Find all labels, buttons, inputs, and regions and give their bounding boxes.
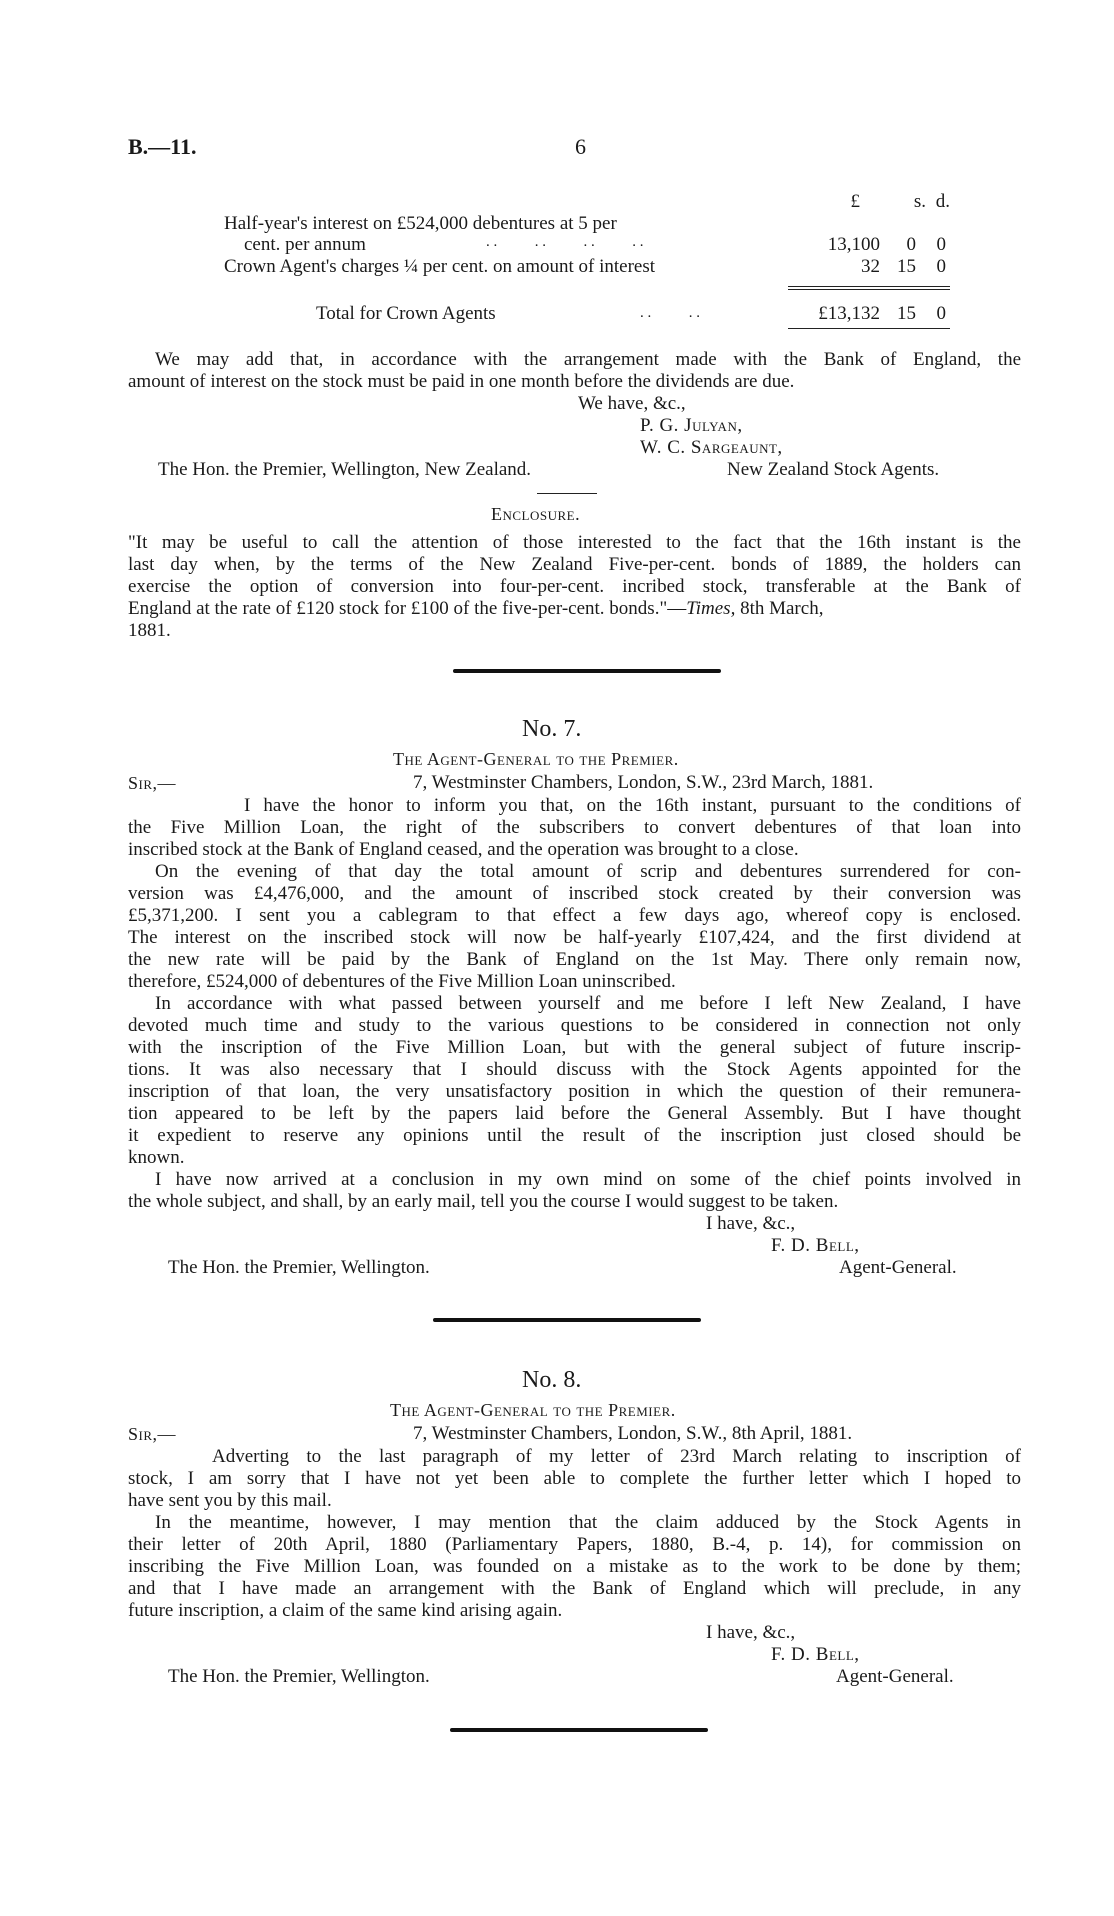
- letter6-line-2: amount of interest on the stock must be paid in one month before the dividends are due.: [128, 371, 795, 392]
- section-divider-1: [453, 669, 721, 673]
- no7-heading: No. 7.: [522, 716, 582, 742]
- enclosure-source-date: 8th March,: [735, 598, 824, 619]
- no7-closing: I have, &c.,: [706, 1213, 796, 1234]
- no7-addressee: The Hon. the Premier, Wellington.: [168, 1257, 430, 1278]
- no8-line-2: stock, I am sorry that I have not yet been able to complete the further letter which I hoped to: [128, 1468, 1021, 1489]
- total-double-rule-top: [788, 286, 950, 287]
- no7-line-10: In accordance with what passed between yourself and me before I left New Zealand, I have: [155, 993, 1021, 1014]
- enclosure-line-3: exercise the option of conversion into four-per-cent. incribed stock, transferable at the Bank of: [128, 576, 1021, 597]
- letter6-closing: We have, &c.,: [578, 393, 686, 414]
- account-row-1-label-cont: cent. per annum: [244, 234, 366, 255]
- no7-line-18: I have now arrived at a conclusion in my own mind on some of the chief points involved in: [155, 1169, 1021, 1190]
- no7-line-8: the new rate will be paid by the Bank of England on the 1st May. There only remain now,: [128, 949, 1021, 970]
- no7-line-7: The interest on the inscribed stock will now be half-yearly £107,424, and the first dividend at: [128, 927, 1021, 948]
- no8-addressee: The Hon. the Premier, Wellington.: [168, 1666, 430, 1687]
- no7-line-19: the whole subject, and shall, by an early mail, tell you the course I would suggest to be taken.: [128, 1191, 839, 1212]
- total-double-rule-bottom: [788, 289, 950, 290]
- no7-line-5: version was £4,476,000, and the amount of inscribed stock created by their conversion was: [128, 883, 1021, 904]
- enclosure-line-2: last day when, by the terms of the New Zealand Five-per-cent. bonds of 1889, the holders can: [128, 554, 1021, 575]
- no8-line-7: and that I have made an arrangement with the Bank of England which will preclude, in any: [128, 1578, 1021, 1599]
- enclosure-source-times: Times,: [686, 598, 736, 619]
- no8-heading: No. 8.: [522, 1367, 582, 1393]
- no8-line-8: future inscription, a claim of the same kind arising again.: [128, 1600, 563, 1621]
- letter6-signature-1: P. G. Julyan,: [640, 415, 743, 436]
- letter6-line-1: We may add that, in accordance with the arrangement made with the Bank of England, the: [155, 349, 1021, 370]
- enclosure-line-4-text: England at the rate of £120 stock for £100 of the five-per-cent. bonds."—: [128, 598, 687, 619]
- no7-address: 7, Westminster Chambers, London, S.W., 23rd March, 1881.: [413, 772, 874, 793]
- no8-line-5: their letter of 20th April, 1880 (Parliamentary Papers, 1880, B.-4, p. 14), for commission on: [128, 1534, 1021, 1555]
- account-total-label: Total for Crown Agents: [316, 303, 496, 324]
- no7-salutation: Sir,—: [128, 773, 177, 793]
- account-row-2-pounds: 32: [861, 256, 880, 277]
- no7-line-2: the Five Million Loan, the right of the subscribers to convert debentures of that loan into: [128, 817, 1021, 838]
- account-total-leaders: . . . .: [640, 305, 700, 321]
- no8-address: 7, Westminster Chambers, London, S.W., 8th April, 1881.: [413, 1423, 853, 1444]
- no8-closing: I have, &c.,: [706, 1622, 796, 1643]
- account-row-1-pence: 0: [936, 234, 946, 255]
- no8-signature: F. D. Bell,: [771, 1644, 860, 1665]
- no7-line-17: known.: [128, 1147, 185, 1168]
- account-total-pounds: £13,132: [818, 303, 880, 324]
- enclosure-short-rule: [537, 493, 597, 494]
- no8-line-4: In the meantime, however, I may mention that the claim adduced by the Stock Agents in: [155, 1512, 1021, 1533]
- no7-line-14: inscription of that loan, the very unsatisfactory position in which the question of their remunera-: [128, 1081, 1021, 1102]
- no8-signature-title: Agent-General.: [836, 1666, 954, 1687]
- no7-line-16: it expedient to reserve any opinions until the result of the inscription just closed should be: [128, 1125, 1021, 1146]
- account-row-2-label: Crown Agent's charges ¼ per cent. on amount of interest: [224, 256, 655, 277]
- no7-line-13: tions. It was also necessary that I should discuss with the Stock Agents appointed for the: [128, 1059, 1021, 1080]
- no7-signature-title: Agent-General.: [839, 1257, 957, 1278]
- enclosure-line-4: [128, 598, 1021, 619]
- account-total-shillings: 15: [897, 303, 916, 324]
- no7-line-12: with the inscription of the Five Million Loan, but with the general subject of future inscrip-: [128, 1037, 1021, 1058]
- no7-subheading: The Agent-General to the Premier.: [393, 749, 679, 769]
- account-row-1-label: Half-year's interest on £524,000 debentures at 5 per: [224, 213, 617, 234]
- no8-line-1: Adverting to the last paragraph of my letter of 23rd March relating to inscription of: [212, 1446, 1021, 1467]
- account-total-pence: 0: [936, 303, 946, 324]
- letter6-signature-2: W. C. Sargeaunt,: [640, 437, 783, 458]
- letter6-addressee: The Hon. the Premier, Wellington, New Zealand.: [158, 459, 532, 480]
- no8-line-3: have sent you by this mail.: [128, 1490, 332, 1511]
- no8-line-6: inscribing the Five Million Loan, was founded on a mistake as to the work to be done by them;: [128, 1556, 1021, 1577]
- no7-line-4: On the evening of that day the total amount of scrip and debentures surrendered for con-: [155, 861, 1021, 882]
- section-divider-2: [433, 1318, 701, 1322]
- account-row-2-pence: 0: [936, 256, 946, 277]
- no7-line-15: tion appeared to be left by the papers laid before the General Assembly. But I have thought: [128, 1103, 1021, 1124]
- account-row-1-leaders: . . . . . . . .: [486, 234, 644, 250]
- page-number: 6: [575, 134, 586, 159]
- no8-salutation: Sir,—: [128, 1424, 177, 1444]
- no7-line-3: inscribed stock at the Bank of England ceased, and the operation was brought to a close.: [128, 839, 799, 860]
- total-bottom-rule: [788, 328, 950, 329]
- col-pounds-header: £: [850, 191, 860, 212]
- no8-subheading: The Agent-General to the Premier.: [390, 1400, 676, 1420]
- no7-line-6: £5,371,200. I sent you a cablegram to that effect a few days ago, whereof copy is enclosed.: [128, 905, 1021, 926]
- no7-line-1: I have the honor to inform you that, on the 16th instant, pursuant to the conditions of: [244, 795, 1021, 816]
- col-pence-header: d.: [935, 191, 950, 212]
- account-row-2-shillings: 15: [897, 256, 916, 277]
- section-divider-3: [450, 1728, 708, 1732]
- no7-line-9: therefore, £524,000 of debentures of the Five Million Loan uninscribed.: [128, 971, 676, 992]
- account-row-1-shillings: 0: [906, 234, 916, 255]
- no7-signature: F. D. Bell,: [771, 1235, 860, 1256]
- enclosure-line-1: "It may be useful to call the attention of those interested to the fact that the 16th instant is the: [128, 532, 1021, 553]
- account-row-1-pounds: 13,100: [827, 234, 880, 255]
- letter6-signature-title: New Zealand Stock Agents.: [727, 459, 940, 480]
- no7-line-11: devoted much time and study to the various questions to be considered in connection not only: [128, 1015, 1021, 1036]
- enclosure-line-5: 1881.: [128, 620, 171, 641]
- col-shillings-header: s.: [913, 191, 926, 212]
- enclosure-heading: Enclosure.: [491, 504, 581, 524]
- doc-reference: B.—11.: [128, 134, 197, 159]
